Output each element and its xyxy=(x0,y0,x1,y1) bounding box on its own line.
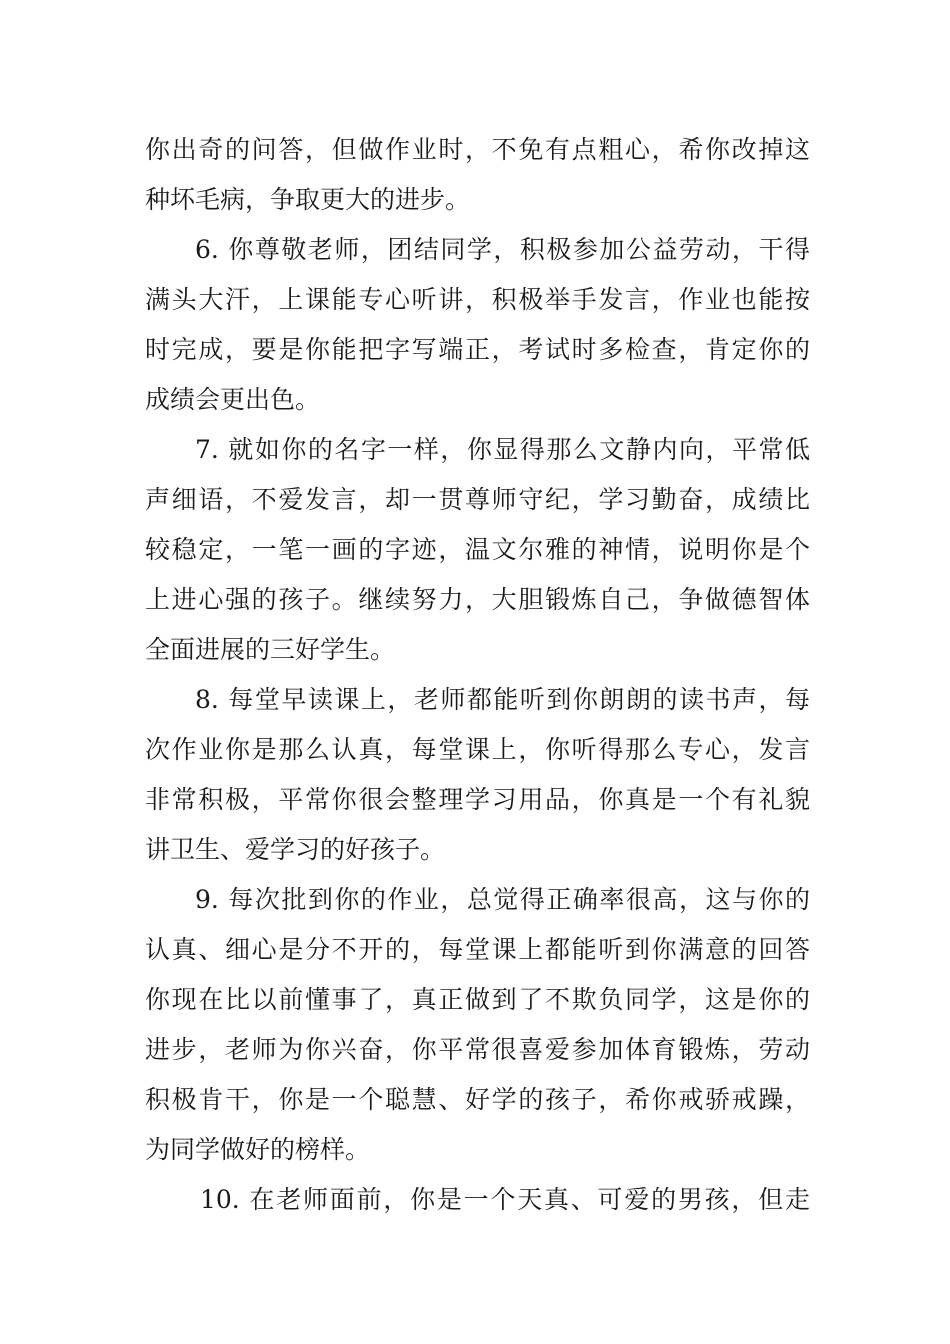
text-line: 满头大汗，上课能专心听讲，积极举手发言，作业也能按 xyxy=(145,285,810,314)
text-line: 认真、细心是分不开的，每堂课上都能听到你满意的回答 xyxy=(145,935,810,964)
text-line: 非常积极，平常你很会整理学习用品，你真是一个有礼貌 xyxy=(145,785,810,814)
text-line: 你现在比以前懂事了，真正做到了不欺负同学，这是你的 xyxy=(145,985,810,1014)
paragraph-8-first-line: 8. 每堂早读课上，老师都能听到你朗朗的读书声，每 xyxy=(195,685,810,714)
text-line: 进步，老师为你兴奋，你平常很喜爱参加体育锻炼，劳动 xyxy=(145,1035,810,1064)
paragraph-10-first-line: 10. 在老师面前，你是一个天真、可爱的男孩，但走 xyxy=(200,1185,810,1214)
paragraph-6-first-line: 6. 你尊敬老师，团结同学，积极参加公益劳动，干得 xyxy=(195,235,810,264)
text-line: 成绩会更出色。 xyxy=(145,385,321,414)
text-line: 上进心强的孩子。继续努力，大胆锻炼自己，争做德智体 xyxy=(145,585,810,614)
paragraph-9-first-line: 9. 每次批到你的作业，总觉得正确率很高，这与你的 xyxy=(195,885,810,914)
text-line: 全面进展的三好学生。 xyxy=(145,635,396,664)
text-line: 声细语，不爱发言，却一贯尊师守纪，学习勤奋，成绩比 xyxy=(145,485,810,514)
text-line: 次作业你是那么认真，每堂课上，你听得那么专心，发言 xyxy=(145,735,810,764)
text-line: 为同学做好的榜样。 xyxy=(145,1135,371,1164)
paragraph-7-first-line: 7. 就如你的名字一样，你显得那么文静内向，平常低 xyxy=(195,435,810,464)
text-line: 时完成，要是你能把字写端正，考试时多检查，肯定你的 xyxy=(145,335,810,364)
text-line: 讲卫生、爱学习的好孩子。 xyxy=(145,835,446,864)
text-line: 种坏毛病，争取更大的进步。 xyxy=(145,185,471,214)
text-line: 较稳定，一笔一画的字迹，温文尔雅的神情，说明你是个 xyxy=(145,535,810,564)
text-line: 你出奇的问答，但做作业时，不免有点粗心，希你改掉这 xyxy=(145,135,810,164)
text-line: 积极肯干，你是一个聪慧、好学的孩子，希你戒骄戒躁， xyxy=(145,1085,810,1114)
